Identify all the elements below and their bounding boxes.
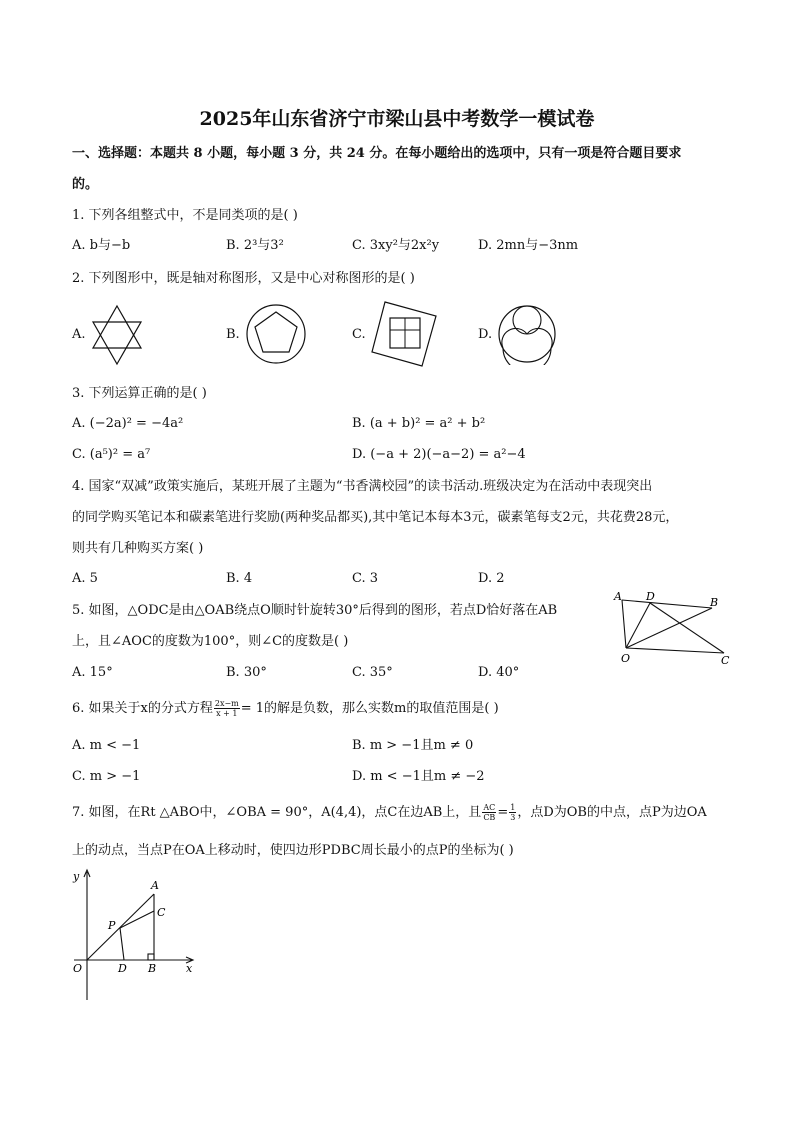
q7-stem-line2: 上的动点，当点P在OA上移动时，使四边形PDBC周长最小的点P的坐标为( ) <box>72 843 514 858</box>
q7-label-o: O <box>73 962 83 975</box>
q7-label-a: A <box>151 879 159 892</box>
q1-option-d: D. 2mn与−3nm <box>478 238 579 253</box>
q7-label-x: x <box>186 962 193 975</box>
q7-label-y: y <box>73 870 80 883</box>
q7-label-d: D <box>118 962 127 975</box>
q5-label-b: B <box>710 596 719 609</box>
q5-option-a: A. 15° <box>72 665 113 680</box>
q4-option-c: C. 3 <box>352 571 379 586</box>
q6-fraction <box>214 699 240 718</box>
q5-option-c: C. 35° <box>352 665 393 680</box>
q1-stem: 1. 下列各组整式中，不是同类项的是( ) <box>72 208 298 223</box>
q6-option-c: C. m > −1 <box>72 769 141 784</box>
rotated-squares-figure <box>368 300 440 368</box>
q5-label-o: O <box>621 652 631 665</box>
q6-stem-post: = 1的解是负数，那么实数m的取值范围是( ) <box>240 701 499 716</box>
q5-label-c: C <box>721 654 730 667</box>
q3-option-c: C. (a⁵)² = a⁷ <box>72 447 151 462</box>
q7-frac-num: AC <box>483 803 496 812</box>
q7-label-b: B <box>148 962 157 975</box>
q5-label-d: D <box>646 590 655 603</box>
q5-stem-line1: 5. 如图，△ODC是由△OAB绕点O顺时针旋转30°后得到的图形，若点D恰好落在AB <box>72 603 558 618</box>
q7-stem-pre: 7. 如图，在Rt △ABO中，∠OBA = 90°，A(4,4)，点C在边AB上，且 <box>72 805 482 820</box>
q2-label-b: B. <box>226 327 240 342</box>
q7-stem-line1: 7. 如图，在Rt △ABO中，∠OBA = 90°，A(4,4)，点C在边AB上，且 $\frac{AC}{CB}$ = $\frac{1}{3}$ ，点D为OB的中点，点P为边OA <box>72 803 707 822</box>
q2-label-d: D. <box>478 327 493 342</box>
q3-option-a: A. (−2a)² = −4a² <box>72 416 184 431</box>
q5-stem-line2: 上，且∠AOC的度数为100°，则∠C的度数是( ) <box>72 634 349 649</box>
q5-label-a: A <box>614 590 622 603</box>
q5-rotation-figure <box>606 586 736 668</box>
q3-option-b: B. (a + b)² = a² + b² <box>352 416 486 431</box>
section-heading: 一、选择题：本题共 8 小题，每小题 3 分，共 24 分。在每小题给出的选项中，只有一项是符合题目要求 <box>72 146 682 161</box>
q7-coordinate-figure <box>68 866 202 1004</box>
q5-option-b: B. 30° <box>226 665 267 680</box>
three-petal-circle-figure <box>497 303 557 365</box>
q4-stem-line1: 4. 国家“双减”政策实施后，某班开展了主题为“书香满校园”的读书活动.班级决定为在活动中表现突出 <box>72 479 653 494</box>
q6-option-d: D. m < −1且m ≠ −2 <box>352 769 485 784</box>
q5-option-d: D. 40° <box>478 665 520 680</box>
q7-label-p: P <box>108 919 116 932</box>
q3-option-d: D. (−a + 2)(−a−2) = a²−4 <box>352 447 526 462</box>
q7-fraction-ac-cb <box>482 803 496 822</box>
q7-label-c: C <box>157 906 166 919</box>
q7-stem-post: ，点D为OB的中点，点P为边OA <box>517 805 707 820</box>
q1-option-a: A. b与−b <box>72 238 131 253</box>
q6-option-a: A. m < −1 <box>72 738 141 753</box>
q6-stem <box>72 699 499 719</box>
q6-stem-pre: 6. 如果关于x的分式方程 <box>72 701 213 716</box>
q1-option-b: B. 2³与3² <box>226 238 284 253</box>
q6-option-b: B. m > −1且m ≠ 0 <box>352 738 474 753</box>
q1-option-c: C. 3xy²与2x²y <box>352 238 440 253</box>
hexagram-figure <box>90 304 144 366</box>
q4-option-a: A. 5 <box>72 571 98 586</box>
q7-frac2-den: 3 <box>510 813 516 822</box>
q4-option-d: D. 2 <box>478 571 505 586</box>
q2-label-c: C. <box>352 327 366 342</box>
q7-frac-den: CB <box>483 813 496 822</box>
section-heading-cont: 的。 <box>72 177 99 192</box>
q6-frac-den: x + 1 <box>216 709 238 718</box>
circle-pentagon-figure <box>245 303 307 365</box>
q3-stem: 3. 下列运算正确的是( ) <box>72 386 207 401</box>
q7-frac2-num: 1 <box>510 803 516 812</box>
q2-label-a: A. <box>72 327 86 342</box>
q4-stem-line2: 的同学购买笔记本和碳素笔进行奖励(两种奖品都买),其中笔记本每本3元，碳素笔每支2元，共花费28元， <box>72 510 679 525</box>
q2-stem: 2. 下列图形中，既是轴对称图形，又是中心对称图形的是( ) <box>72 271 415 286</box>
q4-stem-line3: 则共有几种购买方案( ) <box>72 541 204 556</box>
page-title: 2025年山东省济宁市梁山县中考数学一模试卷 <box>199 108 595 130</box>
q7-fraction-one-third <box>509 803 516 822</box>
q4-option-b: B. 4 <box>226 571 253 586</box>
q6-frac-num: 2x−m <box>214 699 239 708</box>
